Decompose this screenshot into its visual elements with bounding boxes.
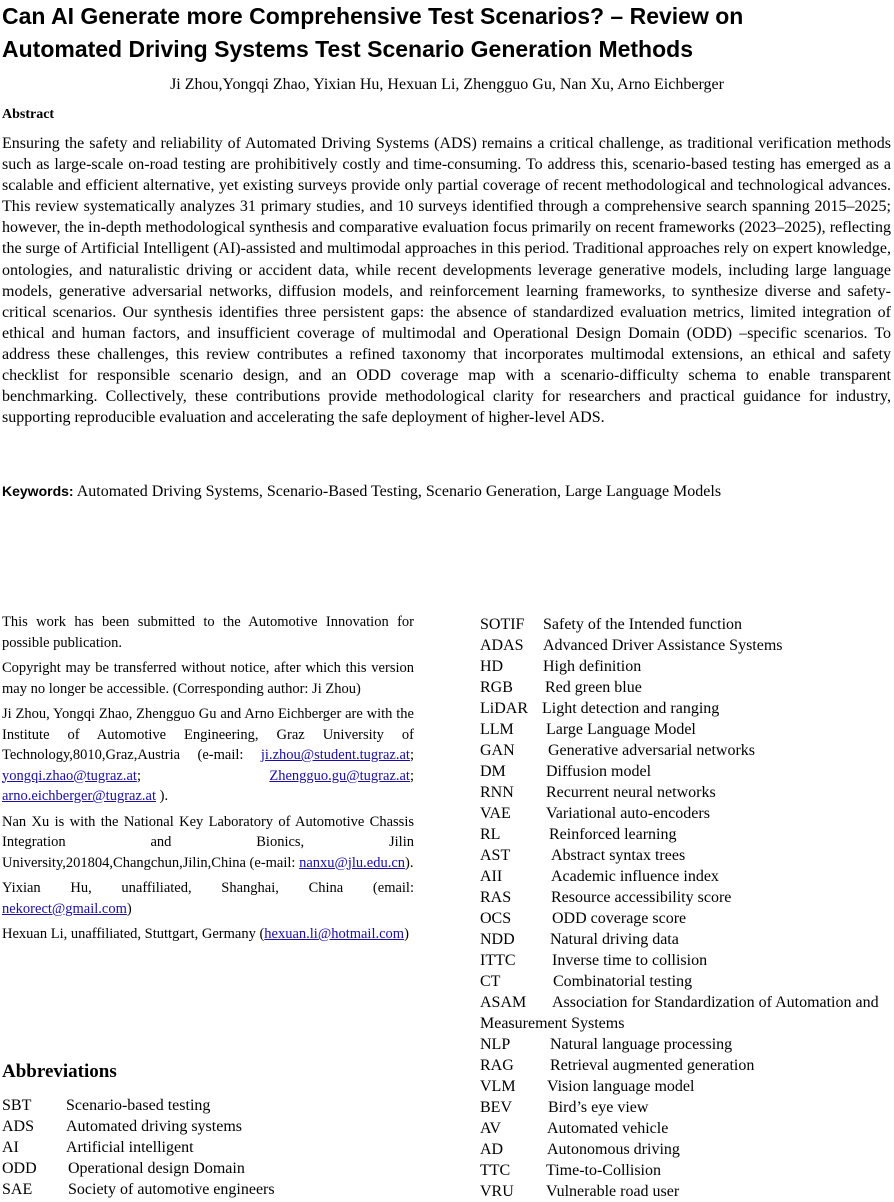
abbreviation-term: ADAS bbox=[480, 637, 524, 654]
abbreviation-definition: Operational design Domain bbox=[68, 1160, 245, 1177]
abbreviation-definition: Bird’s eye view bbox=[548, 1099, 649, 1116]
abbreviation-term: AD bbox=[480, 1141, 504, 1158]
author-list: Ji Zhou,Yongqi Zhao, Yixian Hu, Hexuan Li, Zhengguo Gu, Nan Xu, Arno Eichberger bbox=[170, 76, 724, 93]
abbreviation-definition: Variational auto-encoders bbox=[546, 805, 710, 822]
abbreviation-row bbox=[480, 824, 894, 845]
abbreviation-term: VAE bbox=[480, 805, 511, 822]
abbreviation-term: VLM bbox=[480, 1078, 516, 1095]
abbreviation-row bbox=[480, 866, 894, 887]
affiliation-stuttgart bbox=[2, 924, 414, 945]
abbreviation-row bbox=[480, 1118, 894, 1139]
abbreviation-definition: Large Language Model bbox=[546, 721, 696, 738]
abbreviation-row bbox=[2, 1095, 422, 1116]
abbreviation-term: NDD bbox=[480, 931, 515, 948]
email-link-nan-xu[interactable]: nanxu@jlu.edu.cn bbox=[299, 854, 406, 871]
abbreviation-row bbox=[480, 719, 894, 740]
abbreviation-term: ADS bbox=[2, 1118, 35, 1135]
abbreviation-row bbox=[480, 929, 894, 950]
affiliation-graz-text: Ji Zhou, Yongqi Zhao, Zhengguo Gu and Arno Eichberger are with the Institute of Automotive Engineering, Graz University of Technology,8010,Graz,Austria (e-mail: bbox=[2, 706, 414, 763]
paper-title bbox=[2, 0, 892, 66]
abbreviation-definition: ODD coverage score bbox=[552, 910, 687, 927]
abbreviation-definition: Academic influence index bbox=[551, 868, 719, 885]
abbreviation-row bbox=[480, 1139, 894, 1160]
affiliation-jilin bbox=[2, 812, 414, 874]
abbreviation-definition: Association for Standardization of Automation and Measurement Systems bbox=[480, 994, 879, 1032]
abbreviation-row bbox=[480, 1181, 894, 1202]
abbreviation-term: AII bbox=[480, 868, 503, 885]
email-link-zhengguo-gu[interactable]: Zhengguo.gu@tugraz.at bbox=[269, 767, 410, 784]
abbreviation-row bbox=[480, 992, 894, 1034]
abbreviation-definition: Retrieval augmented generation bbox=[550, 1057, 755, 1074]
abbreviation-definition: Natural driving data bbox=[550, 931, 679, 948]
abbreviation-term: NLP bbox=[480, 1036, 511, 1053]
abbreviation-row bbox=[480, 740, 894, 761]
abbreviation-definition: Automated vehicle bbox=[547, 1120, 669, 1137]
abbreviation-definition: Autonomous driving bbox=[547, 1141, 680, 1158]
abbreviation-definition: Reinforced learning bbox=[549, 826, 677, 843]
abbreviation-term: RAG bbox=[480, 1057, 514, 1074]
abbreviation-row bbox=[480, 614, 894, 635]
abbreviation-definition: Safety of the Intended function bbox=[543, 616, 743, 633]
abbreviation-term: RL bbox=[480, 826, 501, 843]
abbreviation-row bbox=[480, 845, 894, 866]
abbreviation-definition: Diffusion model bbox=[546, 763, 652, 780]
abbreviation-definition: Abstract syntax trees bbox=[551, 847, 686, 864]
email-link-yongqi-zhao[interactable]: yongqi.zhao@tugraz.at bbox=[2, 767, 137, 784]
abbreviation-definition: Red green blue bbox=[545, 679, 642, 696]
abbreviation-definition: Advanced Driver Assistance Systems bbox=[543, 637, 783, 654]
abbreviation-definition: Automated driving systems bbox=[66, 1118, 242, 1135]
abbreviation-definition: Natural language processing bbox=[550, 1036, 733, 1053]
abbreviations-heading: Abbreviations bbox=[2, 1061, 117, 1082]
email-closing: ). bbox=[155, 788, 169, 804]
submission-note: This work has been submitted to the Automotive Innovation for possible publication. bbox=[2, 614, 414, 651]
email-link-ji-zhou[interactable]: ji.zhou@student.tugraz.at bbox=[260, 747, 410, 763]
abbreviation-term: VRU bbox=[480, 1183, 514, 1200]
abbreviation-row bbox=[480, 1055, 894, 1076]
footnote-column bbox=[2, 612, 414, 950]
abbreviation-row bbox=[2, 1179, 422, 1200]
abbreviation-term: SAE bbox=[2, 1181, 33, 1198]
abbreviation-term: SBT bbox=[2, 1097, 32, 1114]
abbreviation-row bbox=[480, 1160, 894, 1181]
email-link-yixian-hu[interactable]: nekorect@gmail.com bbox=[2, 900, 127, 917]
abbreviation-definition: High definition bbox=[543, 658, 642, 675]
abbreviation-term: SOTIF bbox=[480, 616, 525, 633]
abbreviation-term: ASAM bbox=[480, 994, 527, 1011]
abbreviation-definition: Time-to-Collision bbox=[546, 1162, 661, 1179]
affiliation-shanghai bbox=[2, 878, 414, 919]
abbreviation-row bbox=[480, 950, 894, 971]
abbreviation-row bbox=[480, 1076, 894, 1097]
copyright-note: Copyright may be transferred without notice, after which this version may no longer be accessible. (Corresponding author: Ji Zhou) bbox=[2, 660, 414, 697]
abbreviation-row bbox=[480, 635, 894, 656]
email-link-arno-eichberger[interactable]: arno.eichberger@tugraz.at bbox=[2, 788, 156, 804]
email-closing: ) bbox=[404, 926, 409, 942]
abbreviation-row bbox=[2, 1116, 422, 1137]
affiliation-jilin-text: Nan Xu is with the National Key Laboratory of Automotive Chassis Integration and Bionics, Jilin University,201804,Changchun,Jilin,China (e-mail: bbox=[2, 813, 414, 871]
abbreviation-definition: Artificial intelligent bbox=[66, 1139, 194, 1156]
abbreviation-term: RNN bbox=[480, 784, 514, 801]
abbreviation-term: ODD bbox=[2, 1160, 37, 1177]
email-closing: ) bbox=[126, 900, 132, 917]
abbreviation-row bbox=[480, 677, 894, 698]
abbreviation-term: GAN bbox=[480, 742, 515, 759]
abbreviation-term: BEV bbox=[480, 1099, 512, 1116]
abbreviation-row bbox=[480, 1034, 894, 1055]
abbreviation-definition: Vulnerable road user bbox=[546, 1183, 680, 1200]
email-link-hexuan-li[interactable]: hexuan.li@hotmail.com bbox=[264, 926, 405, 942]
title-line-2: Automated Driving Systems Test Scenario Generation Methods bbox=[2, 36, 693, 62]
abbreviation-definition: Inverse time to collision bbox=[552, 952, 708, 969]
abbreviation-definition: Combinatorial testing bbox=[553, 973, 693, 990]
email-separator: ; bbox=[409, 767, 414, 784]
keywords-text: Automated Driving Systems, Scenario-Based Testing, Scenario Generation, Large Language Models bbox=[73, 483, 722, 500]
abbreviation-term: DM bbox=[480, 763, 506, 780]
email-separator: ; bbox=[409, 747, 414, 763]
abbreviation-definition: Light detection and ranging bbox=[542, 700, 720, 717]
abbreviation-term: AST bbox=[480, 847, 511, 864]
abbreviation-definition: Generative adversarial networks bbox=[548, 742, 756, 759]
abbreviation-term: RGB bbox=[480, 679, 513, 696]
affiliation-shanghai-text: Yixian Hu, unaffiliated, Shanghai, China (email: bbox=[2, 880, 414, 896]
keywords-label: Keywords: bbox=[2, 483, 74, 499]
abbreviation-row bbox=[480, 1097, 894, 1118]
abbreviation-definition: Society of automotive engineers bbox=[68, 1181, 275, 1198]
title-line-1: Can AI Generate more Comprehensive Test Scenarios? – Review on bbox=[2, 3, 744, 29]
abbreviation-list-right bbox=[480, 614, 894, 1202]
affiliation-stuttgart-text: Hexuan Li, unaffiliated, Stuttgart, Germany ( bbox=[2, 926, 265, 942]
abbreviation-row bbox=[480, 782, 894, 803]
abbreviation-definition: Scenario-based testing bbox=[66, 1097, 211, 1114]
abbreviation-term: AV bbox=[480, 1120, 502, 1137]
abbreviation-row bbox=[480, 698, 894, 719]
abbreviation-term: HD bbox=[480, 658, 504, 675]
abbreviation-row bbox=[480, 656, 894, 677]
abbreviation-row bbox=[480, 803, 894, 824]
abstract-heading: Abstract bbox=[2, 107, 55, 122]
abbreviation-definition: Recurrent neural networks bbox=[546, 784, 716, 801]
keywords bbox=[2, 481, 892, 502]
affiliation-graz bbox=[2, 704, 414, 807]
abbreviation-term: LLM bbox=[480, 721, 514, 738]
abbreviation-term: OCS bbox=[480, 910, 512, 927]
abbreviation-row bbox=[2, 1137, 422, 1158]
abbreviation-row bbox=[480, 887, 894, 908]
abbreviation-list-left bbox=[2, 1095, 422, 1200]
abbreviation-row bbox=[480, 971, 894, 992]
abbreviation-term: LiDAR bbox=[480, 700, 528, 717]
abbreviation-definition: Vision language model bbox=[547, 1078, 695, 1095]
abbreviation-row bbox=[480, 761, 894, 782]
email-closing: ). bbox=[405, 854, 414, 871]
abbreviation-term: AI bbox=[2, 1139, 19, 1156]
abstract-body: Ensuring the safety and reliability of Automated Driving Systems (ADS) remains a critical challenge, as traditional verification methods such as large-scale on-road testing are prohibitively costly and time-consuming. To address this, scenario-based testing has emerged as a scalable and efficient alternative, yet existing surveys provide only partial coverage of recent methodological and technological advances. This review systematically analyzes 31 primary studies, and 10 surveys identified through a comprehensive search spanning 2015–2025; however, the in-depth methodological synthesis and comparative evaluation focus primarily on recent frameworks (2023–2025), reflecting the surge of Artificial Intelligent (AI)-assisted and multimodal approaches in this period. Traditional approaches rely on expert knowledge, ontologies, and naturalistic driving or accident data, while recent developments leverage generative models, including large language models, generative adversarial networks, diffusion models, and reinforcement learning frameworks, to synthesize diverse and safety-critical scenarios. Our synthesis identifies three persistent gaps: the absence of standardized evaluation metrics, limited integration of ethical and human factors, and insufficient coverage of multimodal and Operational Design Domain (ODD) –specific scenarios. To address these challenges, this review contributes a refined taxonomy that incorporates multimodal extensions, an ethical and safety checklist for responsible scenario design, and an ODD coverage map with a scenario-difficulty schema to enable transparent benchmarking. Collectively, these contributions provide methodological clarity for researchers and practical guidance for industry, supporting reproducible evaluation and accelerating the safe deployment of higher-level ADS. bbox=[2, 135, 891, 427]
abbreviation-row bbox=[480, 908, 894, 929]
email-separator: ; bbox=[136, 767, 141, 784]
abbreviation-term: TTC bbox=[480, 1162, 511, 1179]
abbreviation-term: CT bbox=[480, 973, 501, 990]
abbreviation-row bbox=[2, 1158, 422, 1179]
abbreviation-definition: Resource accessibility score bbox=[551, 889, 732, 906]
abbreviation-term: RAS bbox=[480, 889, 512, 906]
abbreviation-term: ITTC bbox=[480, 952, 516, 969]
